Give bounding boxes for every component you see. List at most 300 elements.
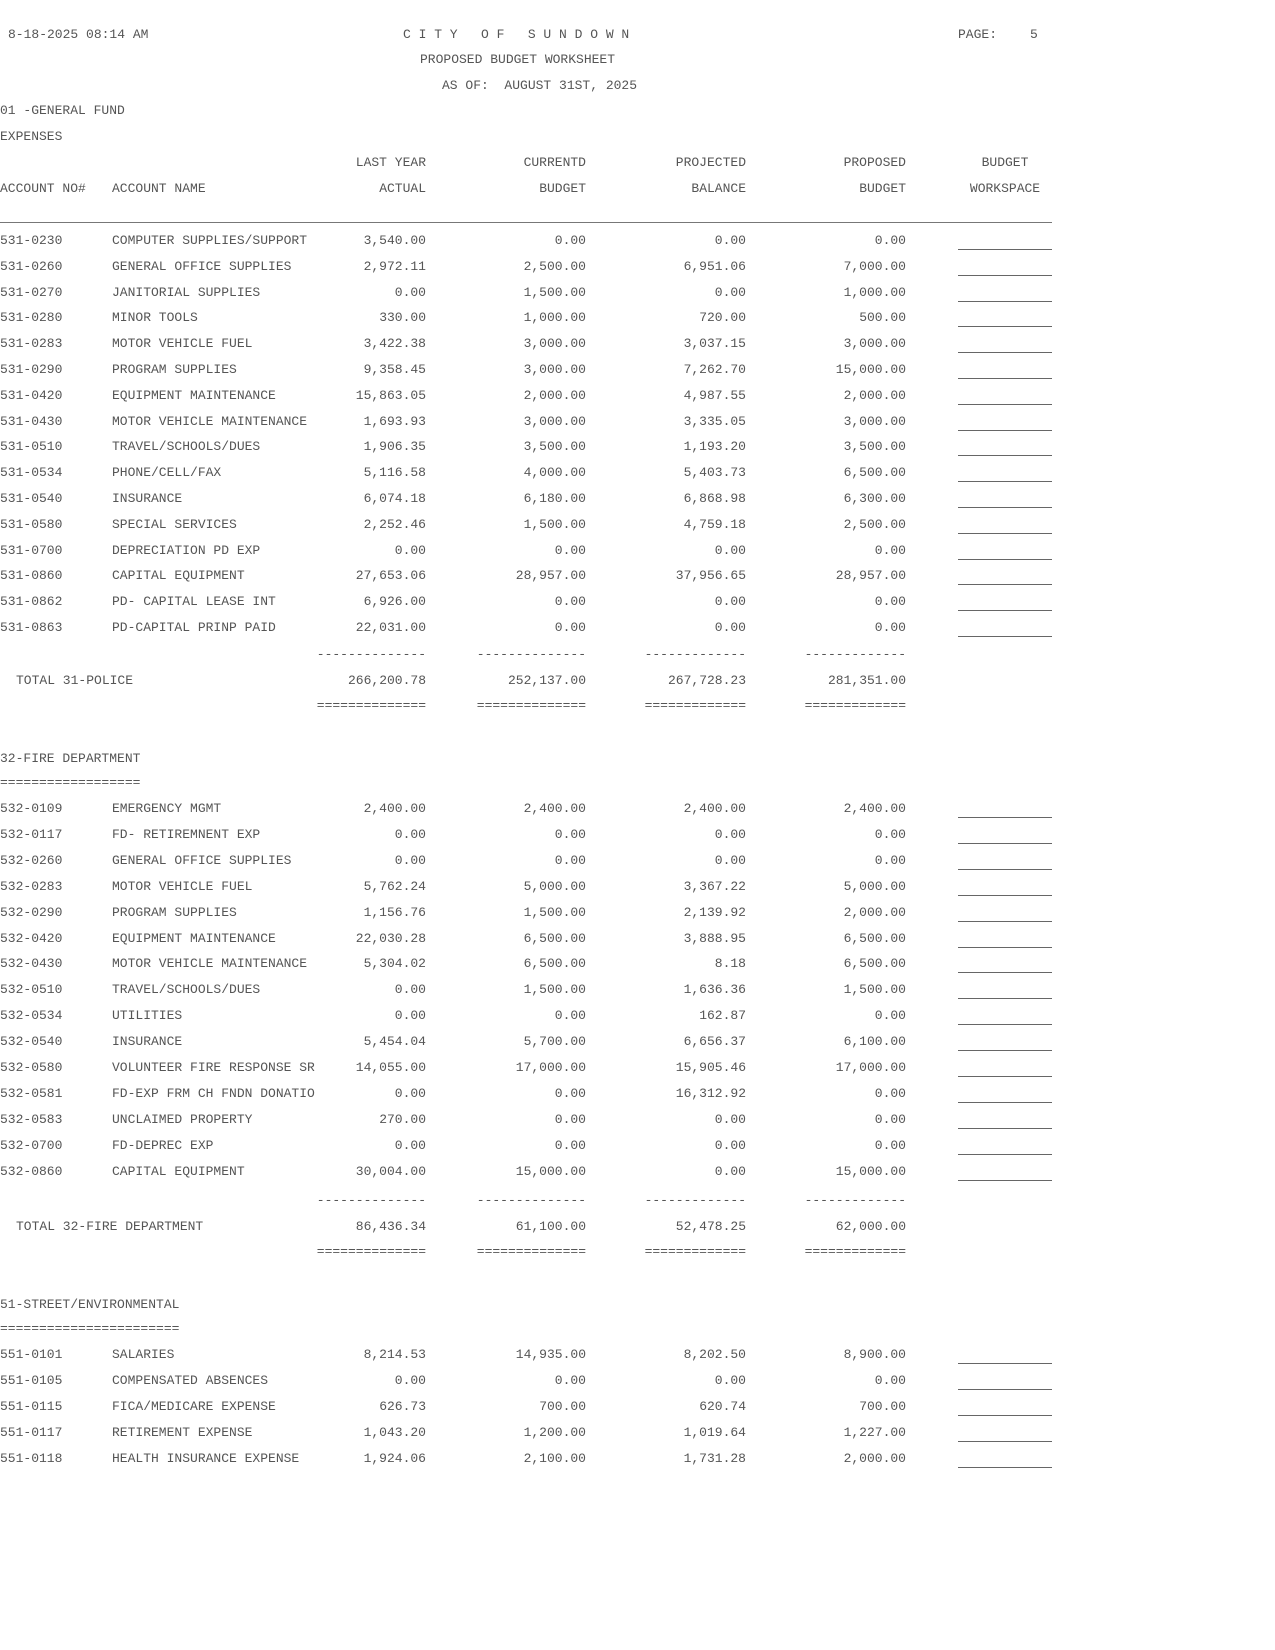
- last-year-actual: 30,004.00: [355, 1164, 426, 1179]
- projected-balance: 2,400.00: [683, 801, 746, 816]
- projected-balance: 1,636.36: [683, 982, 746, 997]
- account-name: EQUIPMENT MAINTENANCE: [112, 931, 276, 946]
- account-number: 531-0580: [0, 517, 63, 532]
- col-budget-ws: BUDGET: [981, 155, 1029, 170]
- account-number: 531-0540: [0, 491, 63, 506]
- budget-workspace-field[interactable]: [958, 455, 1052, 456]
- rule-single: -------------: [804, 647, 906, 662]
- projected-balance: 3,037.15: [683, 336, 746, 351]
- col-currentd: CURRENTD: [523, 155, 586, 170]
- total-label: TOTAL 32-FIRE DEPARTMENT: [16, 1219, 204, 1234]
- rule-double: =============: [644, 698, 746, 713]
- last-year-actual: 27,653.06: [355, 568, 426, 583]
- current-budget: 0.00: [554, 1112, 586, 1127]
- section-title-street: 51-STREET/ENVIRONMENTAL: [0, 1297, 180, 1312]
- budget-workspace-field[interactable]: [958, 249, 1052, 250]
- account-name: UTILITIES: [112, 1008, 183, 1023]
- account-number: 532-0860: [0, 1164, 63, 1179]
- budget-workspace-field[interactable]: [958, 378, 1052, 379]
- projected-balance: 2,139.92: [683, 905, 746, 920]
- account-name: CAPITAL EQUIPMENT: [112, 568, 245, 583]
- projected-balance: 4,759.18: [683, 517, 746, 532]
- projected-balance: 620.74: [699, 1399, 746, 1414]
- current-budget: 5,000.00: [523, 879, 586, 894]
- account-name: JANITORIAL SUPPLIES: [112, 285, 261, 300]
- rule-single: --------------: [476, 647, 586, 662]
- total-budget: 61,100.00: [515, 1219, 586, 1234]
- last-year-actual: 15,863.05: [355, 388, 426, 403]
- rule-single: -------------: [804, 1193, 906, 1208]
- last-year-actual: 1,924.06: [363, 1451, 426, 1466]
- rule-single: --------------: [316, 1193, 426, 1208]
- account-number: 532-0290: [0, 905, 63, 920]
- account-name: FD-DEPREC EXP: [112, 1138, 214, 1153]
- proposed-budget: 0.00: [874, 1112, 906, 1127]
- proposed-budget: 2,000.00: [843, 1451, 906, 1466]
- account-name: COMPENSATED ABSENCES: [112, 1373, 269, 1388]
- account-number: 532-0583: [0, 1112, 63, 1127]
- projected-balance: 0.00: [714, 285, 746, 300]
- account-number: 531-0860: [0, 568, 63, 583]
- last-year-actual: 5,454.04: [363, 1034, 426, 1049]
- proposed-budget: 15,000.00: [835, 362, 906, 377]
- budget-workspace-field[interactable]: [958, 584, 1052, 585]
- budget-workspace-field[interactable]: [958, 895, 1052, 896]
- account-name: TRAVEL/SCHOOLS/DUES: [112, 439, 261, 454]
- current-budget: 6,180.00: [523, 491, 586, 506]
- last-year-actual: 0.00: [394, 853, 426, 868]
- account-name: UNCLAIMED PROPERTY: [112, 1112, 253, 1127]
- current-budget: 5,700.00: [523, 1034, 586, 1049]
- projected-balance: 7,262.70: [683, 362, 746, 377]
- last-year-actual: 3,540.00: [363, 233, 426, 248]
- projected-balance: 0.00: [714, 620, 746, 635]
- total-proposed: 62,000.00: [835, 1219, 906, 1234]
- last-year-actual: 14,055.00: [355, 1060, 426, 1075]
- account-name: TRAVEL/SCHOOLS/DUES: [112, 982, 261, 997]
- last-year-actual: 5,304.02: [363, 956, 426, 971]
- current-budget: 0.00: [554, 543, 586, 558]
- projected-balance: 1,731.28: [683, 1451, 746, 1466]
- rule-single: -------------: [644, 647, 746, 662]
- projected-balance: 16,312.92: [675, 1086, 746, 1101]
- account-name: FD-EXP FRM CH FNDN DONATIO: [112, 1086, 315, 1101]
- account-number: 551-0117: [0, 1425, 63, 1440]
- proposed-budget: 2,500.00: [843, 517, 906, 532]
- last-year-actual: 0.00: [394, 1008, 426, 1023]
- col-proposed: PROPOSED: [843, 155, 906, 170]
- account-number: 551-0101: [0, 1347, 63, 1362]
- proposed-budget: 1,500.00: [843, 982, 906, 997]
- projected-balance: 8.18: [714, 956, 746, 971]
- total-actual: 266,200.78: [347, 673, 426, 688]
- current-budget: 1,500.00: [523, 517, 586, 532]
- col-actual: ACTUAL: [379, 181, 426, 196]
- proposed-budget: 3,500.00: [843, 439, 906, 454]
- report-subtitle: PROPOSED BUDGET WORKSHEET: [420, 52, 616, 67]
- last-year-actual: 1,906.35: [363, 439, 426, 454]
- current-budget: 0.00: [554, 620, 586, 635]
- account-number: 531-0700: [0, 543, 63, 558]
- projected-balance: 4,987.55: [683, 388, 746, 403]
- last-year-actual: 8,214.53: [363, 1347, 426, 1362]
- report-timestamp: 8-18-2025 08:14 AM: [8, 27, 149, 42]
- proposed-budget: 700.00: [859, 1399, 906, 1414]
- projected-balance: 3,335.05: [683, 414, 746, 429]
- account-number: 531-0283: [0, 336, 63, 351]
- proposed-budget: 0.00: [874, 853, 906, 868]
- account-name: DEPRECIATION PD EXP: [112, 543, 261, 558]
- proposed-budget: 0.00: [874, 620, 906, 635]
- projected-balance: 5,403.73: [683, 465, 746, 480]
- total-balance: 267,728.23: [667, 673, 746, 688]
- account-name: CAPITAL EQUIPMENT: [112, 1164, 245, 1179]
- account-number: 532-0430: [0, 956, 63, 971]
- budget-workspace-field[interactable]: [958, 998, 1052, 999]
- budget-workspace-field[interactable]: [958, 352, 1052, 353]
- account-number: 531-0863: [0, 620, 63, 635]
- last-year-actual: 5,116.58: [363, 465, 426, 480]
- account-number: 531-0270: [0, 285, 63, 300]
- budget-workspace-field[interactable]: [958, 1050, 1052, 1051]
- last-year-actual: 22,031.00: [355, 620, 426, 635]
- current-budget: 0.00: [554, 594, 586, 609]
- current-budget: 3,000.00: [523, 362, 586, 377]
- current-budget: 3,000.00: [523, 414, 586, 429]
- account-number: 532-0700: [0, 1138, 63, 1153]
- account-name: MOTOR VEHICLE FUEL: [112, 879, 253, 894]
- account-number: 532-0581: [0, 1086, 63, 1101]
- budget-workspace-field[interactable]: [958, 1415, 1052, 1416]
- account-name: PROGRAM SUPPLIES: [112, 905, 237, 920]
- projected-balance: 0.00: [714, 1373, 746, 1388]
- proposed-budget: 0.00: [874, 827, 906, 842]
- account-name: EQUIPMENT MAINTENANCE: [112, 388, 276, 403]
- proposed-budget: 500.00: [859, 310, 906, 325]
- current-budget: 2,500.00: [523, 259, 586, 274]
- account-number: 551-0115: [0, 1399, 63, 1414]
- rule-double: =============: [804, 698, 906, 713]
- budget-workspace-field[interactable]: [958, 817, 1052, 818]
- budget-workspace-field[interactable]: [958, 843, 1052, 844]
- fund-title: 01 -GENERAL FUND: [0, 103, 125, 118]
- current-budget: 2,400.00: [523, 801, 586, 816]
- account-name: MINOR TOOLS: [112, 310, 198, 325]
- projected-balance: 3,367.22: [683, 879, 746, 894]
- rule-single: -------------: [644, 1193, 746, 1208]
- category-title: EXPENSES: [0, 129, 63, 144]
- col-account-name: ACCOUNT NAME: [112, 181, 206, 196]
- projected-balance: 6,951.06: [683, 259, 746, 274]
- last-year-actual: 2,400.00: [363, 801, 426, 816]
- last-year-actual: 0.00: [394, 982, 426, 997]
- account-number: 551-0105: [0, 1373, 63, 1388]
- current-budget: 1,200.00: [523, 1425, 586, 1440]
- proposed-budget: 3,000.00: [843, 336, 906, 351]
- budget-workspace-field[interactable]: [958, 947, 1052, 948]
- projected-balance: 15,905.46: [675, 1060, 746, 1075]
- proposed-budget: 0.00: [874, 1138, 906, 1153]
- account-name: VOLUNTEER FIRE RESPONSE SR: [112, 1060, 315, 1075]
- proposed-budget: 5,000.00: [843, 879, 906, 894]
- last-year-actual: 0.00: [394, 827, 426, 842]
- current-budget: 14,935.00: [515, 1347, 586, 1362]
- budget-workspace-field[interactable]: [958, 507, 1052, 508]
- account-number: 532-0540: [0, 1034, 63, 1049]
- current-budget: 0.00: [554, 853, 586, 868]
- proposed-budget: 8,900.00: [843, 1347, 906, 1362]
- rule-single: --------------: [316, 647, 426, 662]
- budget-workspace-field[interactable]: [958, 1363, 1052, 1364]
- current-budget: 1,000.00: [523, 310, 586, 325]
- last-year-actual: 0.00: [394, 1086, 426, 1101]
- current-budget: 28,957.00: [515, 568, 586, 583]
- account-name: GENERAL OFFICE SUPPLIES: [112, 259, 292, 274]
- section-underline: =======================: [0, 1321, 180, 1336]
- last-year-actual: 2,252.46: [363, 517, 426, 532]
- current-budget: 4,000.00: [523, 465, 586, 480]
- proposed-budget: 7,000.00: [843, 259, 906, 274]
- budget-workspace-field[interactable]: [958, 1154, 1052, 1155]
- current-budget: 0.00: [554, 233, 586, 248]
- account-number: 531-0862: [0, 594, 63, 609]
- proposed-budget: 3,000.00: [843, 414, 906, 429]
- account-number: 532-0510: [0, 982, 63, 997]
- current-budget: 2,100.00: [523, 1451, 586, 1466]
- total-actual: 86,436.34: [355, 1219, 426, 1234]
- account-name: PHONE/CELL/FAX: [112, 465, 222, 480]
- budget-workspace-field[interactable]: [958, 1389, 1052, 1390]
- rule-double: ==============: [316, 1244, 426, 1259]
- last-year-actual: 0.00: [394, 285, 426, 300]
- account-number: 531-0290: [0, 362, 63, 377]
- current-budget: 15,000.00: [515, 1164, 586, 1179]
- budget-workspace-field[interactable]: [958, 1102, 1052, 1103]
- budget-workspace-field[interactable]: [958, 869, 1052, 870]
- account-number: 531-0280: [0, 310, 63, 325]
- rule-double: ==============: [476, 698, 586, 713]
- proposed-budget: 6,500.00: [843, 956, 906, 971]
- proposed-budget: 0.00: [874, 1086, 906, 1101]
- account-number: 532-0260: [0, 853, 63, 868]
- budget-workspace-field[interactable]: [958, 326, 1052, 327]
- account-number: 531-0534: [0, 465, 63, 480]
- account-number: 531-0420: [0, 388, 63, 403]
- budget-workspace-field[interactable]: [958, 1467, 1052, 1468]
- last-year-actual: 5,762.24: [363, 879, 426, 894]
- projected-balance: 37,956.65: [675, 568, 746, 583]
- account-name: SPECIAL SERVICES: [112, 517, 237, 532]
- account-number: 532-0117: [0, 827, 63, 842]
- projected-balance: 0.00: [714, 1112, 746, 1127]
- account-name: COMPUTER SUPPLIES/SUPPORT: [112, 233, 308, 248]
- projected-balance: 6,656.37: [683, 1034, 746, 1049]
- budget-workspace-field[interactable]: [958, 430, 1052, 431]
- account-number: 532-0534: [0, 1008, 63, 1023]
- last-year-actual: 6,074.18: [363, 491, 426, 506]
- account-name: INSURANCE: [112, 1034, 183, 1049]
- proposed-budget: 6,100.00: [843, 1034, 906, 1049]
- proposed-budget: 0.00: [874, 543, 906, 558]
- account-name: RETIREMENT EXPENSE: [112, 1425, 253, 1440]
- account-name: PD- CAPITAL LEASE INT: [112, 594, 276, 609]
- proposed-budget: 2,000.00: [843, 905, 906, 920]
- col-projected: PROJECTED: [675, 155, 746, 170]
- proposed-budget: 0.00: [874, 594, 906, 609]
- current-budget: 2,000.00: [523, 388, 586, 403]
- proposed-budget: 6,500.00: [843, 465, 906, 480]
- account-name: HEALTH INSURANCE EXPENSE: [112, 1451, 300, 1466]
- account-number: 532-0109: [0, 801, 63, 816]
- proposed-budget: 0.00: [874, 1373, 906, 1388]
- projected-balance: 720.00: [699, 310, 746, 325]
- total-proposed: 281,351.00: [827, 673, 906, 688]
- budget-workspace-field[interactable]: [958, 972, 1052, 973]
- budget-workspace-field[interactable]: [958, 533, 1052, 534]
- col-balance: BALANCE: [691, 181, 746, 196]
- account-name: PD-CAPITAL PRINP PAID: [112, 620, 276, 635]
- budget-workspace-field[interactable]: [958, 921, 1052, 922]
- account-name: FICA/MEDICARE EXPENSE: [112, 1399, 276, 1414]
- col-account-no: ACCOUNT NO#: [0, 181, 86, 196]
- last-year-actual: 2,972.11: [363, 259, 426, 274]
- proposed-budget: 28,957.00: [835, 568, 906, 583]
- projected-balance: 0.00: [714, 543, 746, 558]
- projected-balance: 0.00: [714, 233, 746, 248]
- projected-balance: 1,193.20: [683, 439, 746, 454]
- header-divider: [0, 222, 1052, 223]
- budget-workspace-field[interactable]: [958, 301, 1052, 302]
- proposed-budget: 6,300.00: [843, 491, 906, 506]
- proposed-budget: 1,227.00: [843, 1425, 906, 1440]
- last-year-actual: 626.73: [379, 1399, 426, 1414]
- last-year-actual: 1,156.76: [363, 905, 426, 920]
- col-proposed-budget: BUDGET: [859, 181, 906, 196]
- proposed-budget: 1,000.00: [843, 285, 906, 300]
- total-balance: 52,478.25: [675, 1219, 746, 1234]
- last-year-actual: 1,693.93: [363, 414, 426, 429]
- current-budget: 3,000.00: [523, 336, 586, 351]
- account-name: INSURANCE: [112, 491, 183, 506]
- budget-workspace-field[interactable]: [958, 610, 1052, 611]
- projected-balance: 0.00: [714, 827, 746, 842]
- current-budget: 0.00: [554, 1138, 586, 1153]
- account-name: FD- RETIREMNENT EXP: [112, 827, 261, 842]
- last-year-actual: 0.00: [394, 1138, 426, 1153]
- total-label: TOTAL 31-POLICE: [16, 673, 134, 688]
- rule-double: ==============: [316, 698, 426, 713]
- budget-workspace-field[interactable]: [958, 1024, 1052, 1025]
- account-number: 531-0510: [0, 439, 63, 454]
- col-budget: BUDGET: [539, 181, 586, 196]
- current-budget: 0.00: [554, 1086, 586, 1101]
- budget-workspace-field[interactable]: [958, 1180, 1052, 1181]
- budget-workspace-field[interactable]: [958, 404, 1052, 405]
- rule-double: ==============: [476, 1244, 586, 1259]
- section-title-fire: 32-FIRE DEPARTMENT: [0, 751, 141, 766]
- page-label: PAGE:: [958, 27, 998, 42]
- last-year-actual: 9,358.45: [363, 362, 426, 377]
- last-year-actual: 1,043.20: [363, 1425, 426, 1440]
- current-budget: 1,500.00: [523, 982, 586, 997]
- proposed-budget: 17,000.00: [835, 1060, 906, 1075]
- account-number: 551-0118: [0, 1451, 63, 1466]
- account-number: 531-0230: [0, 233, 63, 248]
- account-number: 531-0260: [0, 259, 63, 274]
- total-budget: 252,137.00: [507, 673, 586, 688]
- proposed-budget: 2,000.00: [843, 388, 906, 403]
- projected-balance: 1,019.64: [683, 1425, 746, 1440]
- account-name: MOTOR VEHICLE FUEL: [112, 336, 253, 351]
- budget-workspace-field[interactable]: [958, 559, 1052, 560]
- current-budget: 0.00: [554, 1008, 586, 1023]
- rule-single: --------------: [476, 1193, 586, 1208]
- account-name: GENERAL OFFICE SUPPLIES: [112, 853, 292, 868]
- account-number: 531-0430: [0, 414, 63, 429]
- last-year-actual: 0.00: [394, 543, 426, 558]
- budget-workspace-field[interactable]: [958, 1076, 1052, 1077]
- current-budget: 6,500.00: [523, 931, 586, 946]
- budget-workspace-field[interactable]: [958, 481, 1052, 482]
- budget-workspace-field[interactable]: [958, 275, 1052, 276]
- current-budget: 0.00: [554, 827, 586, 842]
- current-budget: 1,500.00: [523, 285, 586, 300]
- current-budget: 700.00: [539, 1399, 586, 1414]
- current-budget: 3,500.00: [523, 439, 586, 454]
- projected-balance: 162.87: [699, 1008, 746, 1023]
- rule-double: =============: [804, 1244, 906, 1259]
- account-name: PROGRAM SUPPLIES: [112, 362, 237, 377]
- account-name: EMERGENCY MGMT: [112, 801, 222, 816]
- col-workspace: WORKSPACE: [969, 181, 1041, 196]
- proposed-budget: 0.00: [874, 233, 906, 248]
- last-year-actual: 6,926.00: [363, 594, 426, 609]
- last-year-actual: 330.00: [379, 310, 426, 325]
- proposed-budget: 6,500.00: [843, 931, 906, 946]
- account-number: 532-0420: [0, 931, 63, 946]
- current-budget: 0.00: [554, 1373, 586, 1388]
- account-name: MOTOR VEHICLE MAINTENANCE: [112, 956, 308, 971]
- col-last-year: LAST YEAR: [355, 155, 426, 170]
- current-budget: 17,000.00: [515, 1060, 586, 1075]
- proposed-budget: 15,000.00: [835, 1164, 906, 1179]
- current-budget: 1,500.00: [523, 905, 586, 920]
- projected-balance: 0.00: [714, 594, 746, 609]
- page-number: 5: [1030, 27, 1038, 42]
- proposed-budget: 2,400.00: [843, 801, 906, 816]
- current-budget: 6,500.00: [523, 956, 586, 971]
- last-year-actual: 3,422.38: [363, 336, 426, 351]
- budget-workspace-field[interactable]: [958, 1128, 1052, 1129]
- projected-balance: 0.00: [714, 853, 746, 868]
- projected-balance: 8,202.50: [683, 1347, 746, 1362]
- proposed-budget: 0.00: [874, 1008, 906, 1023]
- projected-balance: 0.00: [714, 1138, 746, 1153]
- account-name: MOTOR VEHICLE MAINTENANCE: [112, 414, 308, 429]
- section-underline: ==================: [0, 775, 141, 790]
- account-name: SALARIES: [112, 1347, 175, 1362]
- report-as-of-date: AS OF: AUGUST 31ST, 2025: [442, 78, 638, 93]
- budget-workspace-field[interactable]: [958, 1441, 1052, 1442]
- budget-workspace-field[interactable]: [958, 636, 1052, 637]
- last-year-actual: 22,030.28: [355, 931, 426, 946]
- city-name: C I T Y O F S U N D O W N: [403, 27, 630, 42]
- last-year-actual: 0.00: [394, 1373, 426, 1388]
- last-year-actual: 270.00: [379, 1112, 426, 1127]
- account-number: 532-0283: [0, 879, 63, 894]
- projected-balance: 3,888.95: [683, 931, 746, 946]
- account-number: 532-0580: [0, 1060, 63, 1075]
